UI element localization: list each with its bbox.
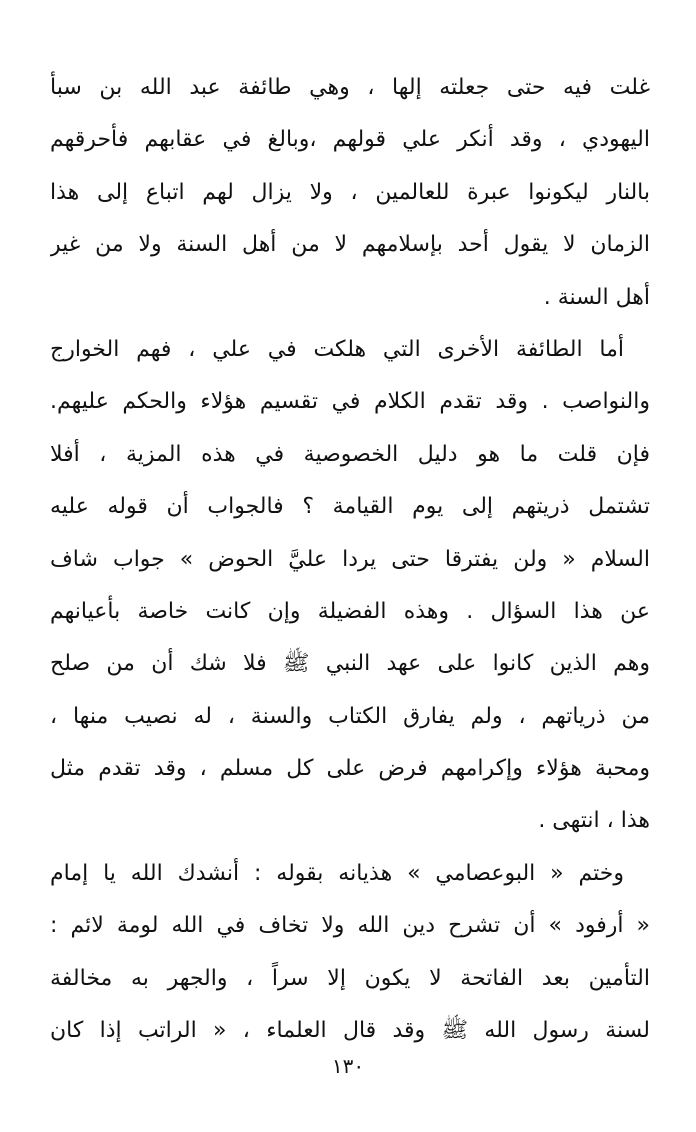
text-line-4: الزمان لا يقول أحد بإسلامهم لا من أهل السنة ولا من غير [50,232,650,258]
text-line-13: من ذرياتهم ، ولم يفارق الكتاب والسنة ، له نصيب منها ، [50,703,650,729]
text-line-8: فإن قلت ما هو دليل الخصوصية في هذه المزية ، أفلا [50,441,650,467]
text-line-19: لسنة رسول الله ﷺ وقد قال العلماء ، « الراتب إذا كان [50,1018,650,1044]
body-text [50,62,650,1057]
text-line-12: وهم الذين كانوا على عهد النبي ﷺ فلا شك أن من صلح [50,651,650,677]
text-line-9: تشتمل ذريتهم إلى يوم القيامة ؟ فالجواب أن قوله عليه [50,494,650,520]
text-line-14: ومحبة هؤلاء وإكرامهم فرض على كل مسلم ، وقد تقدم مثل [50,756,650,782]
text-line-10: السلام « ولن يفترقا حتى يردا عليَّ الحوض » جواب شاف [50,546,650,572]
page-number: ١٣٠ [331,1054,365,1078]
text-line-6: أما الطائفة الأخرى التي هلكت في علي ، فهم الخوارج [50,336,624,362]
text-line-7: والنواصب . وقد تقدم الكلام في تقسيم هؤلاء والحكم عليهم. [50,389,650,415]
text-line-5: أهل السنة . [543,284,650,310]
text-line-11: عن هذا السؤال . وهذه الفضيلة وإن كانت خاصة بأعيانهم [50,598,650,624]
text-line-18: التأمين بعد الفاتحة لا يكون إلا سراً ، والجهر به مخالفة [50,965,650,991]
text-line-15: هذا ، انتهى . [538,808,650,834]
text-line-16: وختم « البوعصامي » هذيانه بقوله : أنشدك الله يا إمام [50,860,624,886]
text-line-17: « أرفود » أن تشرح دين الله ولا تخاف في الله لومة لائم : [50,913,650,939]
text-line-1: غلت فيه حتى جعلته إلها ، وهي طائفة عبد الله بن سبأ [50,75,650,100]
text-line-3: بالنار ليكونوا عبرة للعالمين ، ولا يزال لهم اتباع إلى هذا [50,179,650,205]
text-line-2: اليهودي ، وقد أنكر علي قولهم ،وبالغ في عقابهم فأحرقهم [50,127,650,153]
